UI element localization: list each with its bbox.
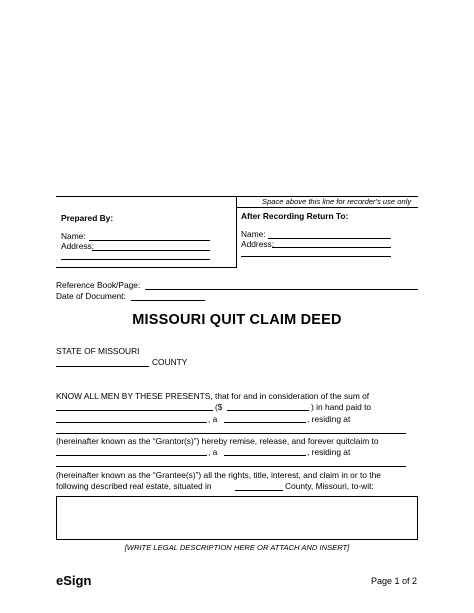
grantor-line: (hereinafter known as the “Grantor(s)”) hereby remise, release, and forever quitclaim to [56,436,379,446]
state-label: STATE OF MISSOURI [56,346,140,356]
esign-logo: eSign [56,573,92,588]
county-field[interactable] [56,366,149,367]
prepared-address-label: Address: [61,241,95,251]
following-description-b: County, Missouri, to-wit: [285,481,374,491]
grantee-line: (hereinafter known as the “Grantee(s)”) all the rights, title, interest, and claim in or to the [56,470,381,480]
amount-prefix: ($ [215,402,223,412]
header-divider [236,196,237,268]
body-line-1: KNOW ALL MEN BY THESE PRESENTS, that for and in consideration of the sum of [56,391,370,401]
prepared-address-field-2[interactable] [61,259,210,260]
return-address-field-2[interactable] [241,256,391,257]
return-address-label: Address: [241,239,275,249]
grantee-address-field[interactable] [56,466,406,467]
return-address-field[interactable] [272,247,391,248]
grantor-address-field[interactable] [56,433,406,434]
page-number: Page 1 of 2 [371,576,418,586]
grantor-status-field[interactable] [224,422,306,423]
grantee-a-label: , a [208,447,218,457]
grantor-residing-label: , residing at [307,414,351,424]
amount-suffix: ) in hand paid to [311,402,372,412]
after-recording-label: After Recording Return To: [241,211,349,221]
legal-description-note: [WRITE LEGAL DESCRIPTION HERE OR ATTACH AND INSERT] [124,543,350,552]
prepared-name-label: Name: [61,231,86,241]
grantor-a-label: , a [208,414,218,424]
recorder-rule [236,207,418,208]
header-top-rule [56,196,418,197]
amount-field[interactable] [227,410,309,411]
return-name-field[interactable] [268,238,391,239]
county-situated-field[interactable] [235,490,283,491]
prepared-by-label: Prepared By: [61,213,114,223]
recorder-space-note: Space above this line for recorder's use only [262,197,412,206]
reference-book-field[interactable] [145,289,418,290]
grantee-status-field[interactable] [224,455,306,456]
date-of-document-label: Date of Document: [56,291,126,301]
grantor-name-field[interactable] [56,410,213,411]
grantee-name-field[interactable] [56,455,207,456]
following-description-a: following described real estate, situated in [56,481,212,491]
date-of-document-field[interactable] [131,300,205,301]
grantor-party-field[interactable] [56,422,207,423]
prepared-address-field[interactable] [92,250,210,251]
reference-book-label: Reference Book/Page: [56,280,141,290]
legal-description-box[interactable] [56,496,418,540]
grantee-residing-label: , residing at [307,447,351,457]
header-bottom-rule [56,267,236,268]
county-label: COUNTY [152,357,188,367]
page-title: MISSOURI QUIT CLAIM DEED [132,312,342,328]
return-name-label: Name: [241,229,266,239]
prepared-name-field[interactable] [89,240,210,241]
